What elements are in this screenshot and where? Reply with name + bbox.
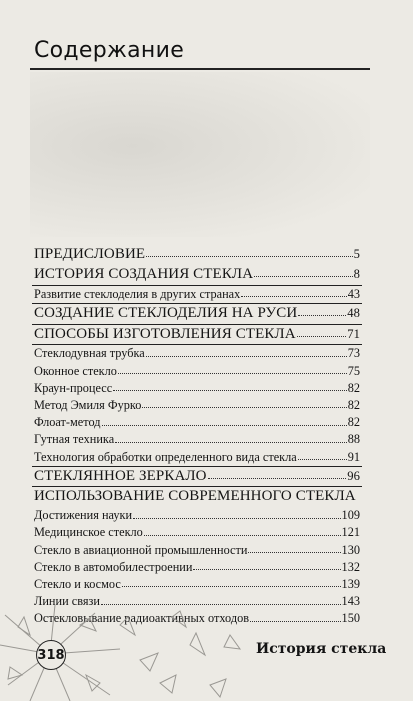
toc-entry-title: Стеклодувная трубка bbox=[34, 346, 145, 361]
dot-leader bbox=[144, 526, 341, 536]
toc-entry-title: СТЕКЛЯННОЕ ЗЕРКАЛО bbox=[34, 467, 207, 484]
toc-entry-title: Флоат-метод bbox=[34, 415, 101, 430]
toc-entry bbox=[34, 449, 360, 466]
toc-entry-title: Остекловывание радиоактивных отходов bbox=[34, 611, 250, 626]
running-title: История стекла bbox=[256, 641, 387, 657]
dot-leader bbox=[102, 416, 347, 426]
toc-entry-title: СПОСОБЫ ИЗГОТОВЛЕНИЯ СТЕКЛА bbox=[34, 325, 296, 342]
toc-entry-title: Технология обработки определенного вида стекла bbox=[34, 449, 297, 464]
toc-entry bbox=[34, 245, 360, 265]
toc-entry bbox=[34, 265, 360, 285]
dot-leader bbox=[298, 450, 347, 460]
toc-entry bbox=[34, 576, 360, 593]
toc-entry-title: Гутная техника bbox=[34, 432, 115, 447]
toc-entry bbox=[34, 524, 360, 541]
toc-entry bbox=[34, 507, 360, 524]
dot-leader bbox=[113, 381, 347, 391]
toc-entry bbox=[34, 304, 360, 324]
toc-entry-title: ИСТОРИЯ СОЗДАНИЯ СТЕКЛА bbox=[34, 265, 254, 282]
toc-entry-page: 91 bbox=[347, 449, 360, 464]
toc-entry-page: 82 bbox=[347, 380, 360, 395]
toc-entry-page: 71 bbox=[347, 326, 360, 341]
toc-entry bbox=[34, 286, 360, 303]
toc-entry-page: 143 bbox=[341, 594, 360, 609]
toc-entry-title: ИСПОЛЬЗОВАНИЕ СОВРЕМЕННОГО СТЕКЛА bbox=[34, 488, 356, 505]
dot-leader bbox=[248, 543, 340, 553]
toc-entry-title: Достижения науки bbox=[34, 508, 133, 523]
toc-entry-title: Оконное стекло bbox=[34, 363, 117, 378]
toc-entry-page: 88 bbox=[347, 432, 360, 447]
toc-entry-page: 5 bbox=[353, 247, 360, 261]
toc-entry-title: Медицинское стекло bbox=[34, 525, 143, 540]
toc-entry-page: 48 bbox=[347, 305, 360, 320]
toc-entry bbox=[34, 363, 360, 380]
dot-leader bbox=[146, 245, 352, 257]
toc-entry-page: 121 bbox=[341, 525, 360, 540]
dot-leader bbox=[118, 364, 347, 374]
page-footer bbox=[0, 605, 413, 701]
toc-entry-page: 73 bbox=[347, 346, 360, 361]
dot-leader bbox=[122, 578, 341, 588]
dot-leader bbox=[133, 509, 340, 519]
toc-entry bbox=[34, 542, 360, 559]
toc-entry-title: Краун-процесс bbox=[34, 380, 113, 395]
toc-entry-page: 139 bbox=[341, 577, 360, 592]
toc-entry-page: 82 bbox=[347, 415, 360, 430]
toc-entry-page: 109 bbox=[341, 508, 360, 523]
toc-entry-title: Стекло в автомобилестроении bbox=[34, 559, 193, 574]
dot-leader bbox=[208, 467, 347, 479]
toc-entry bbox=[34, 397, 360, 414]
toc-entry-page: 150 bbox=[341, 611, 360, 626]
dot-leader bbox=[193, 560, 340, 570]
toc-entry-title: ПРЕДИСЛОВИЕ bbox=[34, 246, 146, 262]
table-of-contents bbox=[34, 245, 360, 628]
toc-entry-title: Развитие стеклоделия в других странах bbox=[34, 286, 241, 301]
toc-entry-page: 8 bbox=[353, 266, 360, 281]
toc-entry-title: Стекло и космос bbox=[34, 577, 121, 592]
dot-leader bbox=[241, 287, 346, 297]
dot-leader bbox=[254, 265, 352, 277]
toc-entry-title: СОЗДАНИЕ СТЕКЛОДЕЛИЯ НА РУСИ bbox=[34, 304, 298, 321]
toc-entry-title: Линии связи bbox=[34, 594, 100, 609]
dot-leader bbox=[146, 347, 347, 357]
toc-entry-page: 96 bbox=[347, 468, 360, 483]
toc-entry-page: 130 bbox=[341, 542, 360, 557]
section-header bbox=[30, 34, 370, 72]
toc-entry bbox=[34, 380, 360, 397]
toc-entry bbox=[34, 487, 360, 507]
dot-leader bbox=[101, 595, 341, 605]
toc-entry-title: Стекло в авиационной промышленности bbox=[34, 542, 248, 557]
page-title: Содержание bbox=[34, 38, 185, 63]
dot-leader bbox=[298, 304, 346, 316]
toc-entry bbox=[34, 467, 360, 487]
toc-entry bbox=[34, 559, 360, 576]
toc-entry bbox=[34, 325, 360, 345]
toc-entry bbox=[34, 414, 360, 431]
background-illustration bbox=[30, 72, 370, 237]
toc-entry-page: 43 bbox=[347, 286, 360, 301]
toc-entry-page: 82 bbox=[347, 397, 360, 412]
toc-entry-page: 132 bbox=[341, 559, 360, 574]
toc-entry bbox=[34, 345, 360, 362]
page-number: 318 bbox=[36, 640, 66, 670]
toc-entry-page: 75 bbox=[347, 363, 360, 378]
dot-leader bbox=[142, 398, 346, 408]
header-underline bbox=[30, 68, 370, 70]
dot-leader bbox=[297, 325, 347, 337]
toc-entry bbox=[34, 431, 360, 448]
toc-entry-title: Метод Эмиля Фурко bbox=[34, 397, 142, 412]
dot-leader bbox=[115, 433, 347, 443]
